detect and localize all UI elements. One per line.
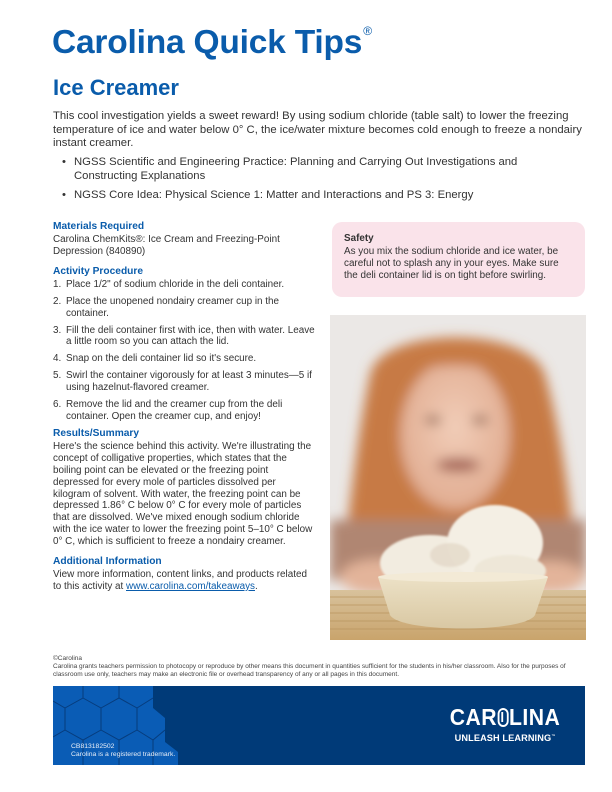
trademark-mark: ™ xyxy=(551,733,556,738)
ice-cream-photo xyxy=(330,315,586,640)
procedure-step xyxy=(53,279,315,291)
procedure-step xyxy=(53,325,315,349)
safety-text: As you mix the sodium chloride and ice water, be careful not to splash any in your eyes. Make sure the deli container lid is on tight before swirling. xyxy=(344,246,559,281)
step-text: Place the unopened nondairy creamer cup in the container. xyxy=(66,295,280,319)
procedure-step xyxy=(53,296,315,320)
copyright-line: ©Carolina xyxy=(53,655,82,662)
additional-info-heading: Additional Information xyxy=(53,556,162,568)
trademark-notice: Carolina is a registered trademark. xyxy=(71,751,176,758)
results-heading: Results/Summary xyxy=(53,427,140,439)
carolina-logo xyxy=(445,705,565,743)
intro-paragraph: This cool investigation yields a sweet reward! By using sodium chloride (table salt) to lower the freezing temperature of ice and water below 0° C, the ice/water mixture becomes cold enough to freeze a nondairy instant creamer. xyxy=(53,110,582,150)
safety-box xyxy=(332,222,585,297)
ngss-list xyxy=(62,156,562,209)
page-title-text: Carolina Quick Tips xyxy=(52,24,363,61)
ngss-item xyxy=(62,156,562,183)
bullet-icon: • xyxy=(62,156,66,168)
logo-text-start: CAR xyxy=(449,704,498,730)
step-number: 2. xyxy=(53,295,62,307)
step-number: 3. xyxy=(53,324,62,336)
footer-code-block xyxy=(71,743,175,759)
materials-text: Carolina ChemKits®: Ice Cream and Freezing-Point Depression (840890) xyxy=(53,234,280,257)
additional-info-suffix: . xyxy=(254,580,258,592)
logo-tagline xyxy=(445,733,565,743)
ngss-item-text: NGSS Core Idea: Physical Science 1: Matter and Interactions and PS 3: Energy xyxy=(74,189,474,202)
procedure-step xyxy=(53,353,315,365)
materials-heading: Materials Required xyxy=(53,221,145,232)
activity-title: Ice Creamer xyxy=(53,75,179,100)
product-code: CB813182502 xyxy=(71,743,115,750)
additional-info-text xyxy=(53,569,315,593)
left-column xyxy=(53,221,315,593)
registered-mark: ® xyxy=(363,23,372,38)
logo-wordmark xyxy=(450,705,560,729)
copyright-notice xyxy=(53,655,593,679)
safety-heading: Safety xyxy=(344,233,374,244)
step-number: 5. xyxy=(53,370,62,382)
additional-info-prefix: View more information, content links, and products related to this activity at xyxy=(53,569,307,592)
procedure-heading: Activity Procedure xyxy=(53,265,144,277)
step-text: Fill the deli container first with ice, then with water. Leave a little room so you can attach the lid. xyxy=(66,324,315,348)
footer-band xyxy=(53,686,585,765)
procedure-step xyxy=(53,399,315,423)
tagline-text: UNLEASH LEARNING xyxy=(454,733,552,744)
step-number: 6. xyxy=(53,399,62,411)
procedure-steps xyxy=(53,279,315,423)
thermometer-o-icon xyxy=(497,708,508,727)
bowl-rim xyxy=(378,572,548,582)
bullet-icon: • xyxy=(62,189,66,202)
page-title xyxy=(52,24,372,62)
step-text: Snap on the deli container lid so it's secure. xyxy=(66,353,257,365)
procedure-step xyxy=(53,370,315,394)
ngss-item xyxy=(62,189,562,203)
step-number: 4. xyxy=(53,353,62,365)
bowl xyxy=(378,577,548,629)
logo-text-end: LINA xyxy=(508,704,561,730)
step-text: Remove the lid and the creamer cup from the deli container. Open the creamer cup, and enjoy! xyxy=(66,399,283,422)
step-text: Swirl the container vigorously for at least 3 minutes—5 if using hazelnut-flavored creamer. xyxy=(66,370,312,394)
results-text: Here's the science behind this activity. We're illustrating the concept of colligative properties, which states that the boiling point can be elevated or the freezing point depressed for every mole of particles dissolved per kilogram of solvent. With water, the freezing point can be depressed 1.86° C below 0° C for every mole of particles that are dissolved. We've mixed enough sodium chloride with the ice water to lower the freezing point 5–10° C below 0° C, which is sufficient to freeze a nondairy creamer. xyxy=(53,440,313,548)
ngss-item-text: NGSS Scientific and Engineering Practice: Planning and Carrying Out Investigations and Constructing Explanations xyxy=(74,156,518,182)
permission-text: Carolina grants teachers permission to photocopy or reproduce by other means this document in quantities sufficient for the students in his/her classroom. Also for the purposes of classroom use only, teachers may make an electronic file or overhead transparency of any or all pages in this document. xyxy=(53,663,566,678)
step-number: 1. xyxy=(53,278,62,290)
takeaways-link[interactable]: www.carolina.com/takeaways xyxy=(126,580,255,592)
step-text: Place 1/2" of sodium chloride in the deli container. xyxy=(66,278,285,290)
photo-illustration xyxy=(330,315,586,640)
